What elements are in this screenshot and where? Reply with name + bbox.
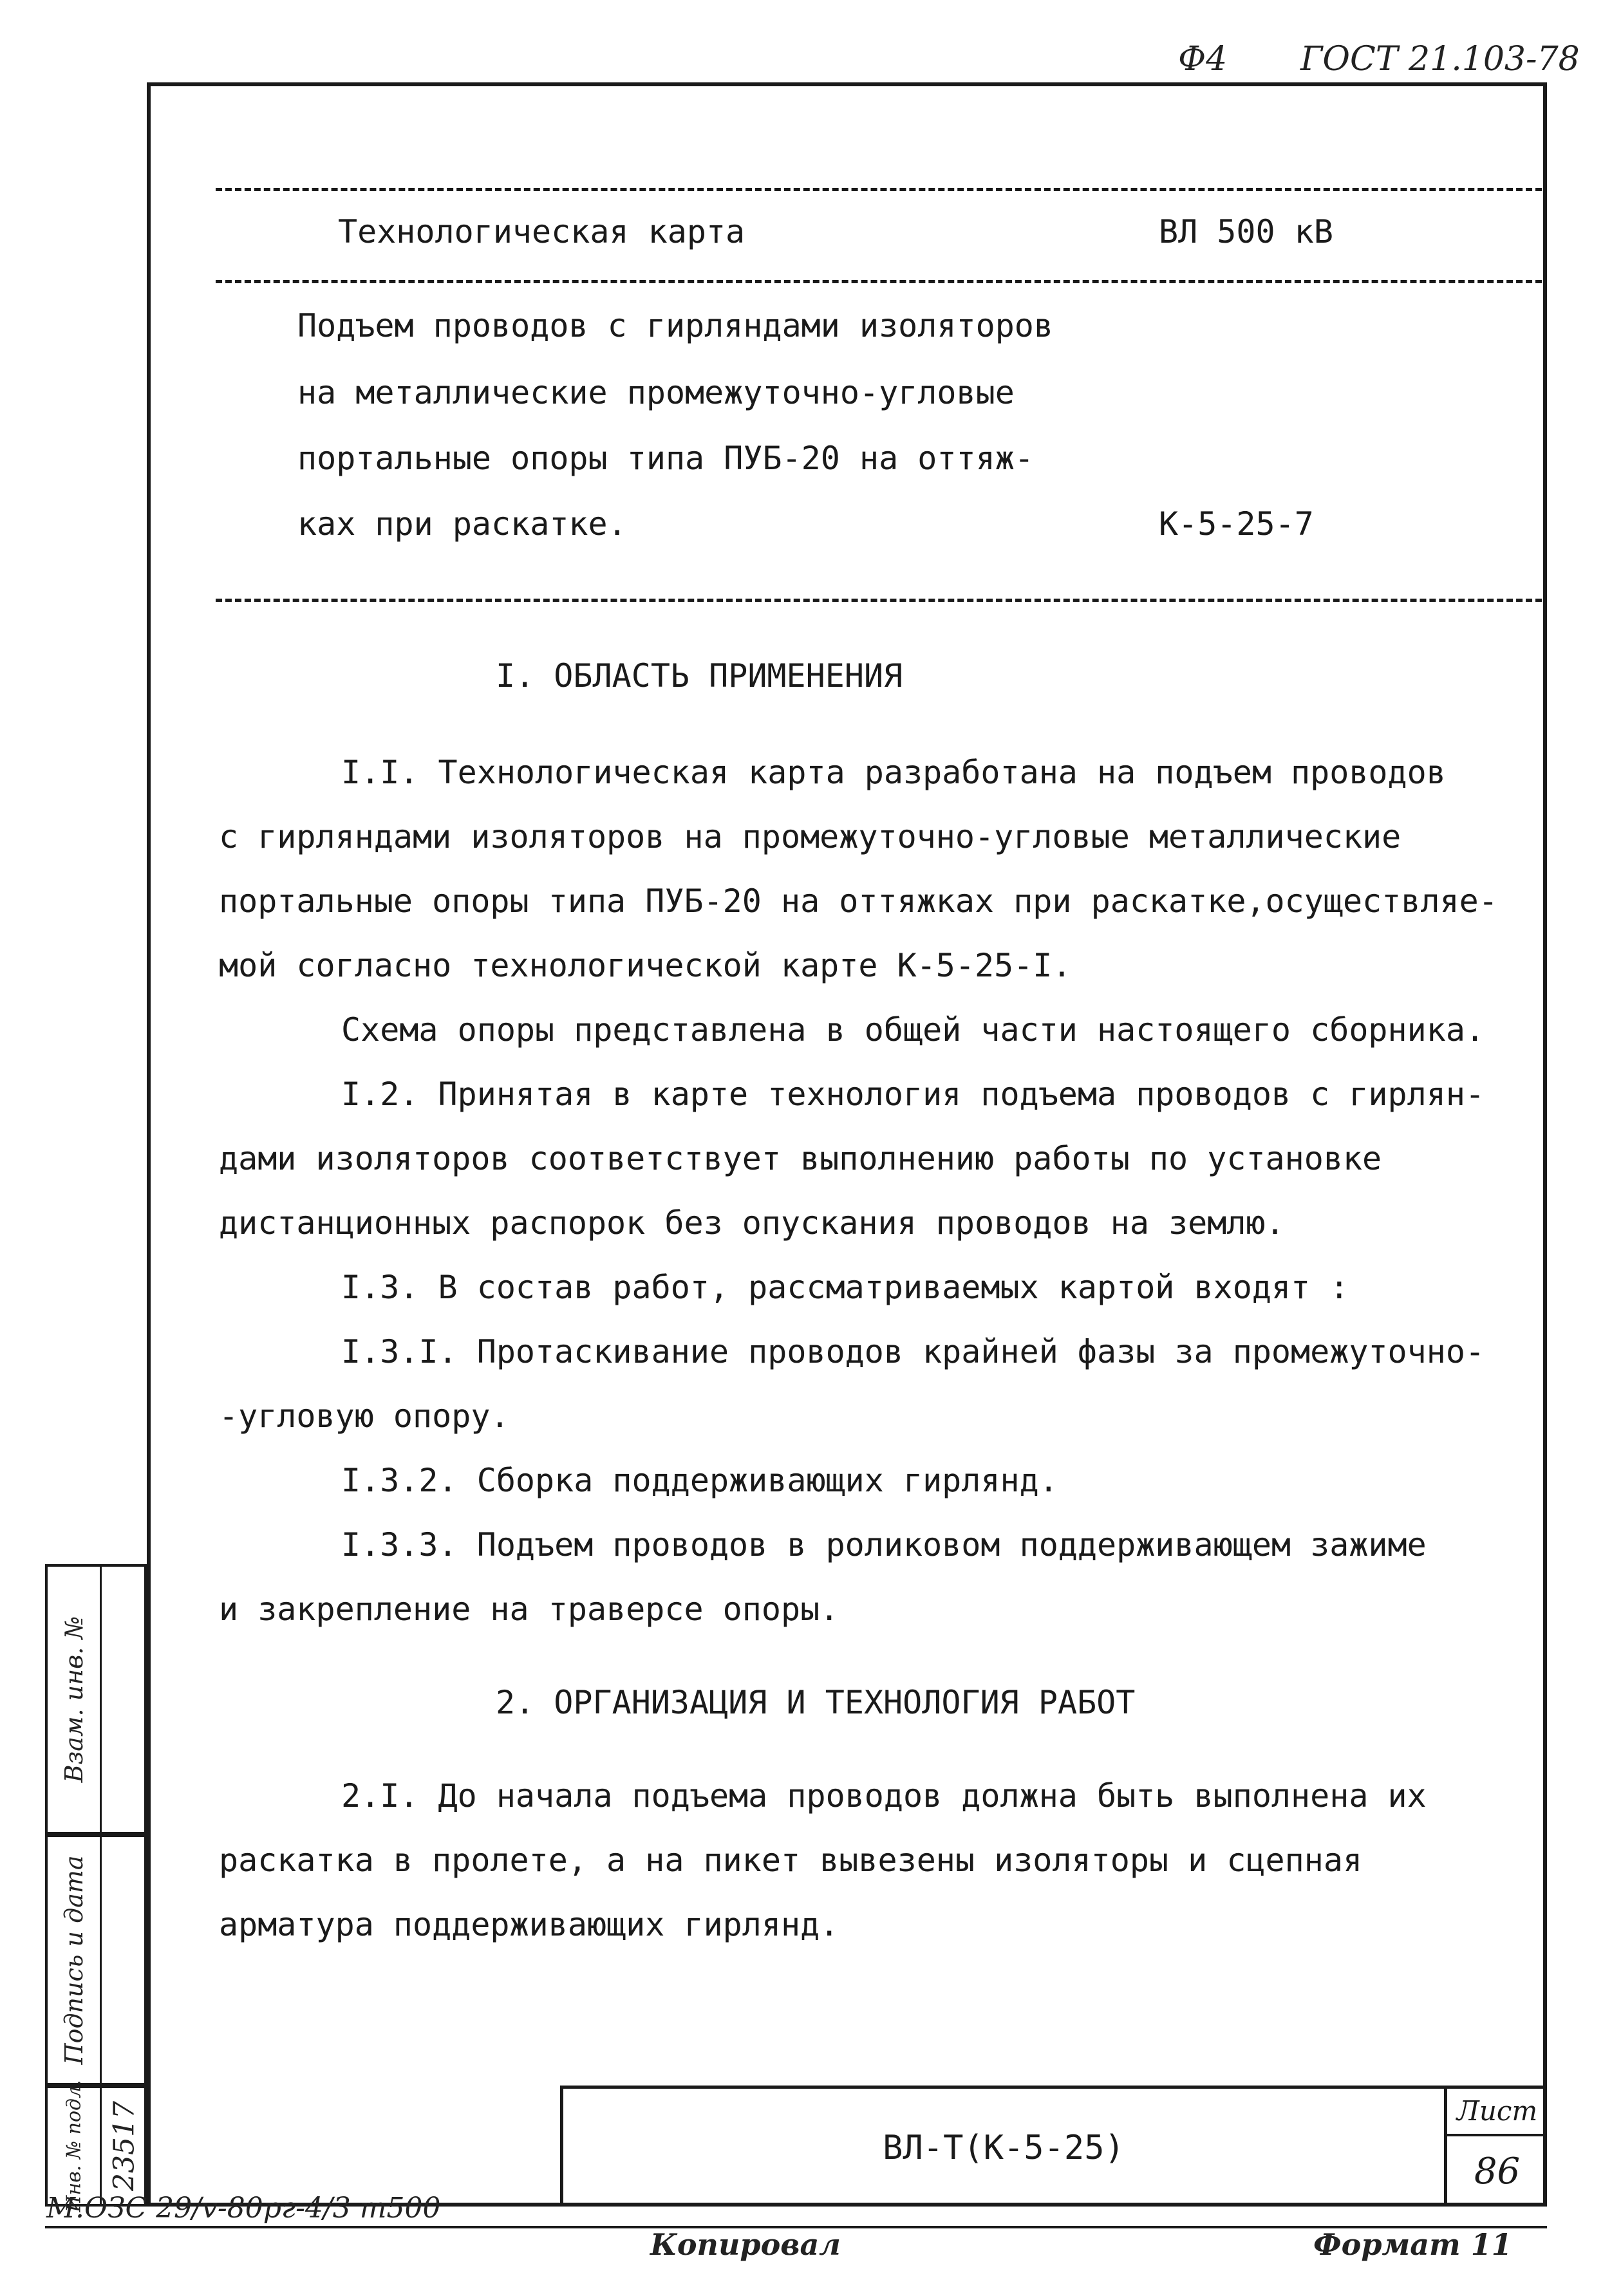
signature-label: Подпись и дата (59, 1855, 88, 2065)
subject-line: портальные опоры типа ПУБ-20 на оттяж- (297, 440, 1034, 477)
body-line: раскатка в пролете, а на пикет вывезены изоляторы и сцепная (219, 1842, 1363, 1879)
body-line: и закрепление на траверсе опоры. (219, 1591, 839, 1628)
body-line: I.3.2. Сборка поддерживающих гирлянд. (341, 1462, 1058, 1499)
body-line: Схема опоры представлена в общей части настоящего сборника. (341, 1011, 1485, 1049)
body-line: портальные опоры типа ПУБ-20 на оттяжках при раскатке,осуществляе- (219, 882, 1498, 920)
body-line: 2.I. До начала подъема проводов должна быть выполнена их (341, 1777, 1427, 1815)
section1-heading: I. ОБЛАСТЬ ПРИМЕНЕНИЯ (496, 657, 903, 695)
body-line: дами изоляторов соответствует выполнению работы по установке (219, 1140, 1382, 1177)
section2-heading: 2. ОРГАНИЗАЦИЯ И ТЕХНОЛОГИЯ РАБОТ (496, 1684, 1136, 1721)
body-line: I.2. Принятая в карте технология подъема проводов с гирлян- (341, 1076, 1485, 1113)
stamp-signature (45, 1834, 147, 2086)
line-voltage: ВЛ 500 кВ (1159, 213, 1333, 250)
copied-by: Копировал (650, 2227, 841, 2262)
standard-reference: ГОСТ 21.103-78 (1300, 40, 1580, 79)
sheet-label: Лист (1447, 2089, 1547, 2136)
body-line: арматура поддерживающих гирлянд. (219, 1906, 839, 1943)
original-inv-label: Инв. № подл. (62, 2080, 85, 2212)
body-line: I.3.3. Подъем проводов в роликовом поддерживающем зажиме (341, 1526, 1427, 1563)
replace-inv-label: Взам. инв. № (59, 1616, 88, 1783)
stamp-replace-inv (45, 1564, 147, 1834)
sheet-number: 86 (1474, 2151, 1521, 2192)
registration-number: М.ОЗС 29/v-80рг-4/3 т500 (46, 2192, 441, 2225)
body-line: I.I. Технологическая карта разработана на подъем проводов (341, 754, 1446, 791)
header-divider-middle (216, 280, 1542, 283)
header-divider-top (216, 188, 1542, 191)
body-line: мой согласно технологической карте К-5-25-I. (219, 947, 1072, 984)
subject-line: Подъем проводов с гирляндами изоляторов (297, 307, 1053, 344)
designation: ВЛ-Т(К-5-25) (883, 2128, 1125, 2167)
card-code: К-5-25-7 (1159, 505, 1314, 543)
header-divider-bottom (216, 599, 1542, 602)
stamp-original-inv (45, 2080, 147, 2212)
original-inv-number: 23517 (108, 2101, 141, 2191)
paper-format: Формат 11 (1313, 2227, 1512, 2262)
body-line: -угловую опору. (219, 1397, 510, 1435)
title-block (560, 2086, 1547, 2207)
body-line: дистанционных распорок без опускания проводов на землю. (219, 1204, 1285, 1242)
subject-line: ках при раскатке. (297, 505, 627, 543)
subject-line: на металлические промежуточно-угловые (297, 374, 1015, 411)
sheet-cell (1444, 2089, 1547, 2207)
sheet-mark: Ф4 (1178, 40, 1228, 79)
card-title: Технологическая карта (338, 213, 745, 250)
body-line: с гирляндами изоляторов на промежуточно-угловые металлические (219, 818, 1401, 855)
body-line: I.3.I. Протаскивание проводов крайней фазы за промежуточно- (341, 1333, 1485, 1370)
body-line: I.3. В состав работ, рассматриваемых картой входят : (341, 1269, 1349, 1306)
